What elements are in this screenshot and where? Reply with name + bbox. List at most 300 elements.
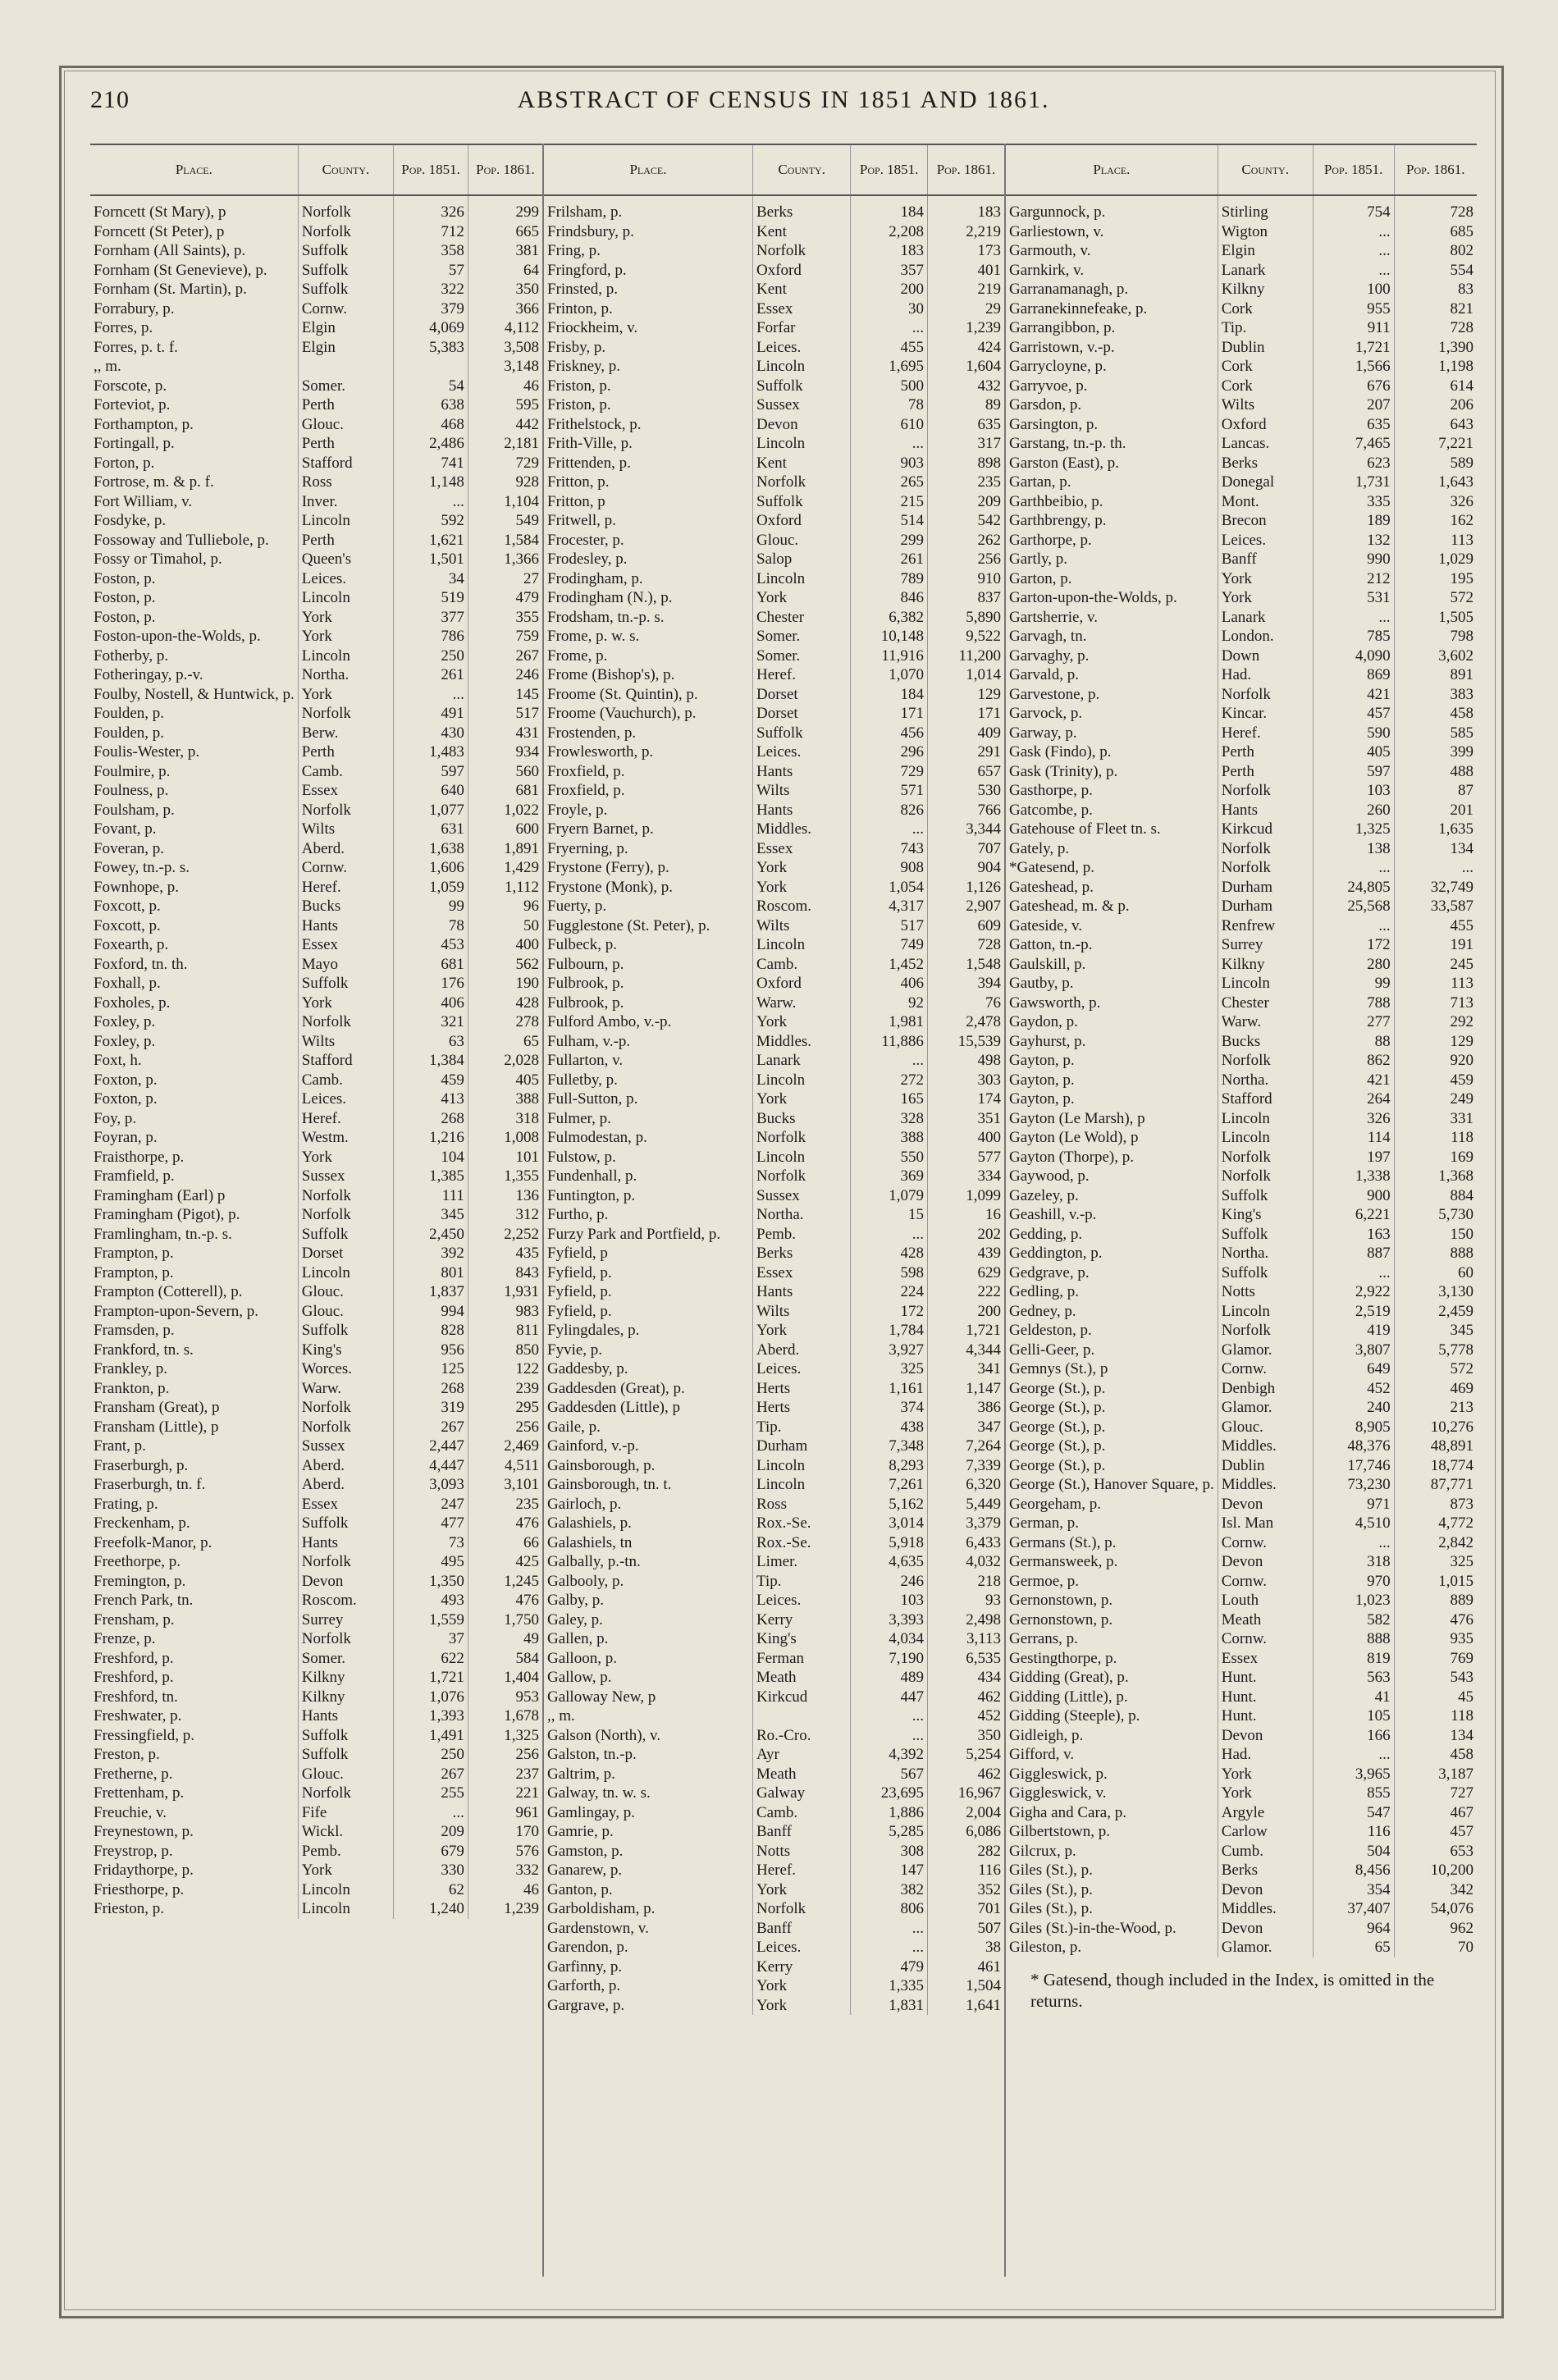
pop-1861-cell: 122	[515, 1360, 539, 1377]
county-cell: Hunt.	[1218, 1688, 1313, 1707]
county-cell: Leices.	[753, 338, 851, 358]
county-cell: Lincoln	[753, 935, 851, 955]
pop-1861-cell: 2,004	[966, 1803, 1001, 1821]
place-cell: Frindsbury, p.	[544, 222, 753, 242]
table-row	[1006, 1706, 1477, 1726]
table-row	[544, 1976, 1004, 1996]
place-cell: Garton-upon-the-Wolds, p.	[1006, 588, 1218, 608]
county-cell: Leices.	[753, 1359, 851, 1379]
county-cell: Hants	[753, 762, 851, 782]
pop-1851-cell: 209	[394, 1822, 468, 1842]
place-cell: Gedding, p.	[1006, 1225, 1218, 1245]
pop-1861-cell: 10,200	[1430, 1862, 1473, 1879]
county-cell: Somer.	[753, 627, 851, 646]
pop-1861-cell: 457	[1450, 1823, 1473, 1840]
pop-1861-cell: 560	[515, 762, 539, 780]
pop-1861-cell: 1,366	[504, 550, 539, 568]
pop-1861-cell: 431	[515, 724, 539, 742]
county-cell: Norfolk	[1218, 1167, 1313, 1186]
pop-1861-cell: 3,148	[504, 358, 539, 375]
pop-1861-cell: ...	[1461, 859, 1473, 876]
pop-1851-cell: 453	[394, 935, 468, 955]
county-cell: Leices.	[298, 1090, 394, 1109]
pop-1861-cell: 49	[523, 1630, 539, 1647]
county-cell: Heref.	[298, 1109, 394, 1129]
place-cell: Fyfield, p.	[544, 1302, 753, 1322]
place-cell: Framingham (Pigot), p.	[90, 1205, 298, 1225]
county-cell: Essex	[298, 935, 394, 955]
pop-1851-cell: 2,486	[394, 434, 468, 454]
table-row	[90, 415, 542, 435]
pop-1861-cell: 1,239	[966, 319, 1001, 336]
place-cell: Gayton, p.	[1006, 1071, 1218, 1090]
pop-1851-cell: 5,285	[851, 1822, 928, 1842]
county-cell: Meath	[1218, 1610, 1313, 1630]
pop-1861-cell: 355	[515, 608, 539, 626]
pop-1851-cell: ...	[851, 1726, 928, 1746]
place-cell: Frodingham, p.	[544, 569, 753, 589]
census-table	[90, 144, 1477, 2277]
pop-1851-cell: 11,916	[851, 646, 928, 666]
pop-1861-cell: 543	[1450, 1669, 1473, 1686]
table-row	[1006, 1572, 1477, 1592]
place-cell: Frodingham (N.), p.	[544, 588, 753, 608]
county-cell: York	[753, 1976, 851, 1996]
county-cell: Cornw.	[1218, 1359, 1313, 1379]
county-cell: Kilkny	[298, 1668, 394, 1688]
pop-1861-cell: 66	[523, 1533, 539, 1551]
pop-1861-cell: 811	[516, 1322, 539, 1339]
county-cell: Aberd.	[753, 1341, 851, 1360]
place-cell: Frisby, p.	[544, 338, 753, 358]
county-cell: Devon	[1218, 1495, 1313, 1514]
place-cell: Gaywood, p.	[1006, 1167, 1218, 1186]
pop-1851-cell: 369	[851, 1167, 928, 1186]
pop-1861-cell: 643	[1450, 415, 1473, 433]
table-row	[544, 1552, 1004, 1572]
county-cell: Stafford	[298, 1051, 394, 1071]
pop-1861-cell: 1,750	[504, 1610, 539, 1629]
pop-1851-cell: 1,148	[394, 473, 468, 492]
place-cell: Garston (East), p.	[1006, 454, 1218, 473]
pop-1851-cell: 1,077	[394, 801, 468, 820]
county-cell: Surrey	[298, 1610, 394, 1630]
pop-1851-cell: 406	[851, 974, 928, 994]
table-row	[90, 1880, 542, 1900]
pop-1861-cell: 1,147	[966, 1379, 1001, 1397]
table-row	[90, 1765, 542, 1784]
pop-1851-cell: 826	[851, 801, 928, 820]
pop-1861-cell: 299	[515, 203, 539, 221]
pop-1861-cell: 458	[1450, 1746, 1473, 1763]
table-row	[90, 1109, 542, 1129]
place-cell: Frostenden, p.	[544, 724, 753, 743]
pop-1861-cell: 405	[515, 1071, 539, 1089]
county-cell: Wilts	[298, 820, 394, 839]
place-cell: Germansweek, p.	[1006, 1552, 1218, 1572]
pop-1861-cell: 409	[977, 724, 1001, 742]
pop-1851-cell: 623	[1313, 454, 1394, 473]
pop-1861-cell: 278	[515, 1013, 539, 1030]
table-row	[544, 685, 1004, 705]
pop-1861-cell: 352	[977, 1880, 1001, 1898]
county-cell: Suffolk	[753, 377, 851, 396]
table-row	[1006, 1263, 1477, 1283]
place-cell: Fortrose, m. & p. f.	[90, 473, 298, 492]
pop-1851-cell: 30	[851, 299, 928, 319]
pop-1851-cell: 1,054	[851, 878, 928, 898]
place-cell: Freshford, p.	[90, 1649, 298, 1669]
pop-1851-cell: 452	[1313, 1379, 1394, 1399]
table-row	[544, 608, 1004, 628]
place-cell: Frettenham, p.	[90, 1784, 298, 1803]
table-row	[1006, 1282, 1477, 1302]
pop-1851-cell: 261	[851, 550, 928, 569]
county-cell	[753, 1706, 851, 1726]
pop-1851-cell: 447	[851, 1688, 928, 1707]
pop-1861-cell: 33,587	[1430, 898, 1473, 915]
table-row	[544, 1880, 1004, 1900]
county-cell: Suffolk	[298, 280, 394, 299]
place-cell: Georgeham, p.	[1006, 1495, 1218, 1514]
pop-1861-cell: 685	[1450, 222, 1473, 240]
place-cell: Garranamanagh, p.	[1006, 280, 1218, 299]
pop-1861-cell: 759	[515, 628, 539, 645]
county-cell: Wickl.	[298, 1822, 394, 1842]
place-cell: Fritton, p	[544, 492, 753, 512]
pop-1851-cell: 477	[394, 1514, 468, 1533]
pop-1851-cell: 855	[1313, 1784, 1394, 1803]
place-cell: Fyfield, p	[544, 1244, 753, 1263]
pop-1851-cell: 325	[851, 1359, 928, 1379]
pop-1851-cell: 1,695	[851, 357, 928, 377]
place-cell: Fownhope, p.	[90, 878, 298, 898]
pop-1861-cell: 1,604	[966, 358, 1001, 375]
pop-1851-cell: 321	[394, 1012, 468, 1032]
place-cell: Galashiels, tn	[544, 1533, 753, 1553]
pop-1861-cell: 1,643	[1438, 473, 1473, 491]
pop-1851-cell: 41	[1313, 1688, 1394, 1707]
table-row	[90, 1822, 542, 1842]
table-row	[544, 318, 1004, 338]
county-cell: Northa.	[1218, 1244, 1313, 1263]
county-cell: York	[298, 1148, 394, 1167]
pop-1861-cell: 386	[977, 1399, 1001, 1416]
place-cell: Garthbrengy, p.	[1006, 511, 1218, 531]
county-cell: Wilts	[753, 1302, 851, 1322]
pop-1851-cell: 1,721	[394, 1668, 468, 1688]
pop-1861-cell: 727	[1450, 1784, 1473, 1802]
pop-1851-cell: 328	[851, 1109, 928, 1129]
pop-1861-cell: 3,101	[504, 1476, 539, 1493]
county-cell: Cumb.	[1218, 1842, 1313, 1862]
county-cell: Aberd.	[298, 1475, 394, 1495]
pop-1851-cell: 788	[1313, 994, 1394, 1013]
place-cell: Garnkirk, v.	[1006, 261, 1218, 281]
table-row	[544, 1919, 1004, 1939]
table-row	[544, 665, 1004, 685]
pop-1861-cell: 76	[985, 994, 1001, 1012]
pop-1861-cell: 584	[515, 1649, 539, 1667]
county-cell: Tip.	[753, 1418, 851, 1437]
county-cell: Bucks	[1218, 1032, 1313, 1052]
county-cell: Glouc.	[298, 1282, 394, 1302]
table-row	[90, 955, 542, 975]
pop-1851-cell: 1,384	[394, 1051, 468, 1071]
pop-1861-cell: 1,325	[504, 1726, 539, 1744]
county-cell: Norfolk	[298, 1784, 394, 1803]
pop-1851-cell: 354	[1313, 1880, 1394, 1900]
place-cell: Foxearth, p.	[90, 935, 298, 955]
table-row	[544, 280, 1004, 299]
pop-1861-cell: 1,008	[504, 1129, 539, 1146]
pop-1851-cell: 7,261	[851, 1475, 928, 1495]
table-row	[1006, 1398, 1477, 1418]
county-cell: Lanark	[753, 1051, 851, 1071]
pop-1851-cell: ...	[851, 434, 928, 454]
pop-1861-cell: 728	[1450, 319, 1473, 336]
place-cell: Gartsherrie, v.	[1006, 608, 1218, 628]
table-row	[544, 897, 1004, 916]
county-cell: Norfolk	[1218, 781, 1313, 801]
place-cell: Garton, p.	[1006, 569, 1218, 589]
county-cell: Leices.	[753, 1938, 851, 1957]
pop-1851-cell: 1,335	[851, 1976, 928, 1996]
table-row	[90, 1051, 542, 1071]
place-cell: Forteviot, p.	[90, 395, 298, 415]
pop-1861-cell: 87,771	[1430, 1476, 1473, 1493]
place-cell: Foxford, tn. th.	[90, 955, 298, 975]
pop-1861-cell: 262	[977, 531, 1001, 549]
pop-1861-cell: 983	[515, 1302, 539, 1320]
pop-1851-cell: 456	[851, 724, 928, 743]
pop-1861-cell: 507	[977, 1919, 1001, 1937]
county-cell: Glouc.	[298, 1302, 394, 1322]
pop-1861-cell: 235	[515, 1495, 539, 1513]
table-row	[1006, 608, 1477, 628]
table-row	[1006, 454, 1477, 473]
place-cell: Foulness, p.	[90, 781, 298, 801]
table-row	[544, 801, 1004, 820]
place-cell: Foston, p.	[90, 588, 298, 608]
county-cell: Wilts	[753, 781, 851, 801]
county-cell: Essex	[753, 1263, 851, 1283]
table-row	[90, 473, 542, 492]
table-row	[1006, 1765, 1477, 1784]
pop-1861-cell: 657	[977, 762, 1001, 780]
table-row	[90, 1649, 542, 1669]
pop-1861-cell: 2,219	[966, 222, 1001, 240]
place-cell: Galloway New, p	[544, 1688, 753, 1707]
pop-1851-cell: 517	[851, 916, 928, 936]
table-row	[1006, 1071, 1477, 1090]
place-cell: Frome, p. w. s.	[544, 627, 753, 646]
pop-1851-cell: 500	[851, 377, 928, 396]
table-row	[544, 1282, 1004, 1302]
place-cell: Garforth, p.	[544, 1976, 753, 1996]
place-cell: Frant, p.	[90, 1437, 298, 1456]
table-row	[544, 1302, 1004, 1322]
county-cell: Glamor.	[1218, 1341, 1313, 1360]
county-cell: Norfolk	[298, 1012, 394, 1032]
pop-1851-cell: 3,014	[851, 1514, 928, 1533]
table-row	[1006, 1726, 1477, 1746]
pop-1851-cell: 495	[394, 1552, 468, 1572]
table-row	[90, 222, 542, 242]
county-cell: Donegal	[1218, 473, 1313, 492]
county-cell: Northa.	[753, 1205, 851, 1225]
pop-1861-cell: 629	[977, 1263, 1001, 1281]
pop-1851-cell: 547	[1313, 1803, 1394, 1823]
pop-1851-cell: 326	[1313, 1109, 1394, 1129]
pop-1861-cell: 728	[977, 936, 1001, 953]
county-cell: Sussex	[753, 395, 851, 415]
table-row	[1006, 1861, 1477, 1880]
county-cell: Oxford	[753, 974, 851, 994]
place-cell: Gargunnock, p.	[1006, 203, 1218, 222]
place-cell: Fornham (St. Martin), p.	[90, 280, 298, 299]
table-row	[544, 1591, 1004, 1610]
pop-1851-cell: 272	[851, 1071, 928, 1090]
table-row	[1006, 318, 1477, 338]
table-row	[90, 1071, 542, 1090]
table-row	[90, 858, 542, 878]
table-row	[544, 1244, 1004, 1263]
pop-1861-cell: 93	[985, 1592, 1001, 1609]
place-cell: Foulby, Nostell, & Huntwick, p.	[90, 685, 298, 705]
pop-1861-cell: 1,029	[1438, 550, 1473, 568]
pop-1851-cell: 1,059	[394, 878, 468, 898]
table-row	[90, 878, 542, 898]
place-cell: Germans (St.), p.	[1006, 1533, 1218, 1553]
table-row	[90, 1495, 542, 1514]
table-row	[544, 1379, 1004, 1399]
table-row	[544, 1186, 1004, 1206]
pop-1861-cell: 381	[515, 242, 539, 259]
pop-1851-cell: 582	[1313, 1610, 1394, 1630]
county-cell: Isl. Man	[1218, 1514, 1313, 1533]
pop-1861-cell: 200	[977, 1302, 1001, 1320]
pop-1861-cell: 347	[977, 1418, 1001, 1436]
pop-1851-cell: 862	[1313, 1051, 1394, 1071]
pop-1851-cell: ...	[1313, 1533, 1394, 1553]
table-row	[544, 742, 1004, 762]
pop-1861-cell: 798	[1450, 628, 1473, 645]
table-row	[90, 646, 542, 666]
pop-1851-cell: 990	[1313, 550, 1394, 569]
pop-1851-cell: 1,559	[394, 1610, 468, 1630]
pop-1851-cell: 1,483	[394, 742, 468, 762]
pop-1851-cell: 3,807	[1313, 1341, 1394, 1360]
pop-1851-cell: 1,721	[1313, 338, 1394, 358]
table-row	[544, 781, 1004, 801]
county-cell: Suffolk	[753, 492, 851, 512]
place-cell: Giggleswick, v.	[1006, 1784, 1218, 1803]
pop-1851-cell: 299	[851, 531, 928, 550]
table-row	[1006, 1899, 1477, 1919]
table-row	[90, 1148, 542, 1167]
county-cell: Camb.	[298, 762, 394, 782]
county-cell: Pemb.	[298, 1842, 394, 1862]
place-cell: Garthorpe, p.	[1006, 531, 1218, 550]
pop-1851-cell: 1,831	[851, 1996, 928, 2016]
place-cell: Framlingham, tn.-p. s.	[90, 1225, 298, 1245]
table-row	[544, 724, 1004, 743]
place-cell: Geashill, v.-p.	[1006, 1205, 1218, 1225]
pop-1861-cell: 888	[1450, 1245, 1473, 1262]
place-cell: Garfinny, p.	[544, 1957, 753, 1977]
place-cell: Gainsborough, p.	[544, 1456, 753, 1476]
place-cell: George (St.), p.	[1006, 1437, 1218, 1456]
pop-1851-cell: 23,695	[851, 1784, 928, 1803]
pop-1861-cell: 11,200	[958, 646, 1001, 665]
pop-1851-cell: ...	[851, 820, 928, 839]
county-cell: Kerry	[753, 1610, 851, 1630]
place-cell: Germoe, p.	[1006, 1572, 1218, 1592]
county-cell: Norfolk	[298, 222, 394, 242]
pop-1851-cell: ...	[1313, 916, 1394, 936]
table-row	[90, 627, 542, 646]
place-cell: Gidding (Little), p.	[1006, 1688, 1218, 1707]
pop-1851-cell: 994	[394, 1302, 468, 1322]
pop-1861-cell: 707	[977, 839, 1001, 857]
pop-1851-cell: 676	[1313, 377, 1394, 396]
pop-1861-cell: 6,535	[966, 1649, 1001, 1667]
place-cell: George (St.), p.	[1006, 1456, 1218, 1476]
place-cell: Foston, p.	[90, 569, 298, 589]
pop-1851-cell: 1,216	[394, 1128, 468, 1148]
place-cell: German, p.	[1006, 1514, 1218, 1533]
place-cell: Garthbeibio, p.	[1006, 492, 1218, 512]
pop-1851-cell: 63	[394, 1032, 468, 1052]
table-row	[90, 762, 542, 782]
table-row	[90, 511, 542, 531]
place-cell: Ganarew, p.	[544, 1861, 753, 1880]
pop-1851-cell: 1,491	[394, 1726, 468, 1746]
pop-1861-cell: 218	[977, 1572, 1001, 1590]
pop-1851-cell: 7,465	[1313, 434, 1394, 454]
county-cell: Notts	[1218, 1282, 1313, 1302]
pop-1851-cell: 268	[394, 1379, 468, 1399]
county-cell: Lincoln	[753, 1071, 851, 1090]
table-row	[1006, 1244, 1477, 1263]
place-cell: Fugglestone (St. Peter), p.	[544, 916, 753, 936]
county-cell: Cornw.	[298, 299, 394, 319]
county-cell: Oxford	[1218, 415, 1313, 435]
place-cell: Foxcott, p.	[90, 916, 298, 936]
table-row	[90, 395, 542, 415]
table-row	[544, 1610, 1004, 1630]
place-cell: Gatton, tn.-p.	[1006, 935, 1218, 955]
pop-1861-cell: 16	[985, 1206, 1001, 1223]
pop-1861-cell: 635	[977, 415, 1001, 433]
table-row	[90, 1398, 542, 1418]
table-row	[544, 511, 1004, 531]
pop-1861-cell: 1,584	[504, 531, 539, 549]
county-cell: Middles.	[1218, 1437, 1313, 1456]
pop-1861-cell: 399	[1450, 743, 1473, 761]
table-row	[1006, 646, 1477, 666]
header-pop-1861: Pop. 1861.	[468, 144, 542, 195]
table-row	[1006, 1321, 1477, 1341]
place-cell: Frampton-upon-Severn, p.	[90, 1302, 298, 1322]
table-row	[90, 1032, 542, 1052]
county-cell: York	[753, 1321, 851, 1341]
pop-1851-cell: 8,293	[851, 1456, 928, 1476]
county-cell: Norfolk	[753, 1128, 851, 1148]
pop-1861-cell: 728	[1450, 203, 1473, 221]
pop-1861-cell: 70	[1458, 1939, 1473, 1956]
